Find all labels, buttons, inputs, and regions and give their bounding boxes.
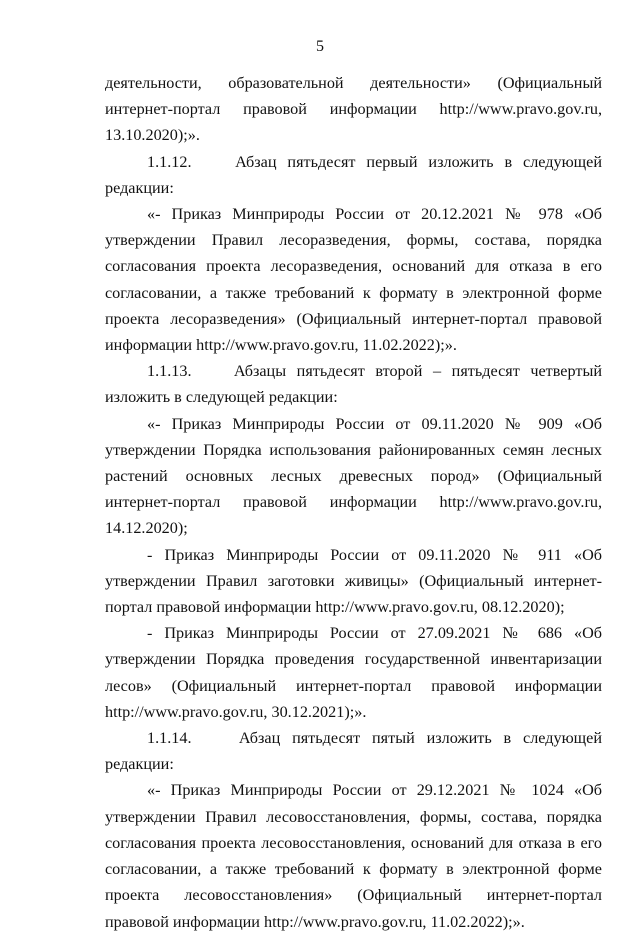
paragraph-order-909: «- Приказ Минприроды России от 09.11.2020 № 909 «Об утверждении Порядка использования районированных семян лесных растений основных лесных древесных пород» (Официальный интернет-портал правовой информации http://www.pravo.gov.ru, 14.12.2020); (105, 414, 602, 538)
paragraph-1-1-13: 1.1.13. Абзацы пятьдесят второй – пятьдесят четвертый изложить в следующей редакции: (105, 362, 602, 407)
paragraph-order-686: - Приказ Минприроды России от 27.09.2021 № 686 «Об утверждении Порядка проведения государственной инвентаризации лесов» (Официальный интернет-портал правовой информации http://www.pravo.gov.ru, 30.12.2021);». (105, 624, 602, 721)
document-body (105, 70, 602, 935)
paragraph-order-911: - Приказ Минприроды России от 09.11.2020 № 911 «Об утверждении Правил заготовки живицы» (Официальный интернет-портал правовой информации http://www.pravo.gov.ru, 08.12.2020); (105, 545, 602, 617)
page-number: 5 (316, 38, 324, 55)
paragraph-continuation: деятельности, образовательной деятельности» (Официальный интернет-портал правовой информации http://www.pravo.gov.ru, 13.10.2020);». (105, 74, 602, 145)
paragraph-order-1024: «- Приказ Минприроды России от 29.12.2021 № 1024 «Об утверждении Правил лесовосстановления, формы, состава, порядка согласования проекта лесовосстановления, оснований для отказа в его согласовании, а также требований к формату в электронной форме проекта лесовосстановления» (Официальный интернет-портал правовой информации http://www.pravo.gov.ru, 11.02.2022);». (105, 781, 602, 931)
paragraph-1-1-12: 1.1.12. Абзац пятьдесят первый изложить в следующей редакции: (105, 152, 602, 197)
paragraph-order-978: «- Приказ Минприроды России от 20.12.2021 № 978 «Об утверждении Правил лесоразведения, формы, состава, порядка согласования проекта лесоразведения, оснований для отказа в его согласовании, а также требований к формату в электронной форме проекта лесоразведения» (Официальный интернет-портал правовой информации http://www.pravo.gov.ru, 11.02.2022);». (105, 205, 602, 355)
paragraph-1-1-14: 1.1.14. Абзац пятьдесят пятый изложить в следующей редакции: (105, 729, 602, 774)
